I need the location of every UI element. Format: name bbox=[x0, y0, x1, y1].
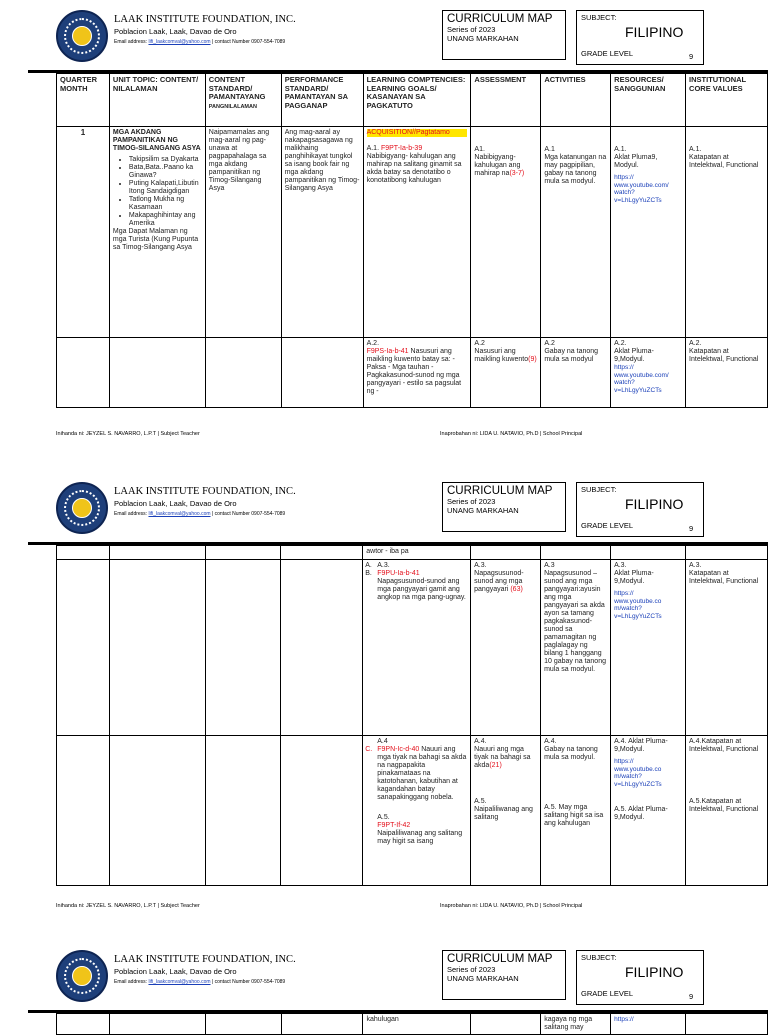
grade-label: GRADE LEVEL bbox=[581, 521, 634, 530]
resource-link[interactable]: https:// bbox=[614, 1016, 634, 1023]
institution-address: Poblacion Laak, Laak, Davao de Oro bbox=[114, 499, 237, 508]
content-standard-cell: Naipamamalas ang mag-aaral ng pag-unawa at pagpapahalaga sa mga akdang pampanitikan ng Timog-Silangang Asya bbox=[205, 127, 281, 338]
institution-name: LAAK INSTITUTE FOUNDATION, INC. bbox=[114, 14, 296, 25]
assessment-cell: A1. Nabibigyang-kahulugan ang mahirap na(3-7) bbox=[471, 127, 541, 338]
contact-line: Email address: lifi_laakcomval@yahoo.com | contact Number 0907-554-7089 bbox=[114, 39, 286, 45]
table-row bbox=[57, 1014, 768, 1035]
list-item: • Makapaghihintay ang Amerika bbox=[129, 212, 202, 228]
grade-label: GRADE LEVEL bbox=[581, 49, 634, 58]
list-item: • Takipsilim sa Dyakarta bbox=[129, 156, 202, 164]
resource-link[interactable]: https:// www.youtube.com/ watch? v=LhLgyYuZCTs bbox=[614, 174, 669, 204]
values-cell: A.3. Katapatan at Intelektwal, Functional bbox=[686, 560, 768, 736]
activities-cell: A.1 Mga katanungan na may pagpipilian, gabay na tanong mula sa modyul. bbox=[541, 127, 611, 338]
values-cell: A.4.Katapatan at Intelektwal, Functional A.5.Katapatan at Intelektwal, Functional bbox=[686, 736, 768, 886]
performance-standard-cell: Ang mag-aaral ay nakapagsasagawa ng malikhaing panghihikayat tungkol sa isang book fair ng mga akdang pampanitikan ng Timog-Silangang Asya bbox=[281, 127, 363, 338]
institution-name: LAAK INSTITUTE FOUNDATION, INC. bbox=[114, 486, 296, 497]
institution-address: Poblacion Laak, Laak, Davao de Oro bbox=[114, 967, 237, 976]
col-topic: UNIT TOPIC: CONTENT/ NILALAMAN bbox=[109, 74, 205, 127]
list-item: • Tatlong Mukha ng Kasamaan bbox=[129, 196, 202, 212]
table-row bbox=[57, 560, 768, 736]
col-content: CONTENT STANDARD/ PAMANTAYANG PANGNILALAMAN bbox=[205, 74, 281, 127]
series-label: Series of 2023 bbox=[447, 497, 496, 506]
topic-list bbox=[113, 156, 202, 228]
competency-cell: ACQUISITION//Pagtatamo A.1. F9PT-Ia-b-39 Nabibigyang- kahulugan ang mahirap na salitang ginamit sa akda batay sa denotatibo o konotatibong kahulugan bbox=[363, 127, 471, 338]
competency-cell: A. B. A.3. F9PU-Ia-b-41 Napagsusunod-sunod ang mga pangyayari gamit ang angkop na mga pang-ugnay. bbox=[363, 560, 471, 736]
activities-cell: A.3 Napagsusunod – sunod ang mga pangyayari:ayusin ang mga pangyayari sa akda ayon sa tamang pagkakasunod-sunod sa pamamagitan ng paglalagay ng bilang 1 hanggang 10 gabay na tanong mula sa modyul. bbox=[541, 560, 611, 736]
subject-value: FILIPINO bbox=[625, 24, 684, 40]
subject-box bbox=[576, 950, 704, 1005]
competency-cell: A.2. F9PS-Ia-b-41 Nasusuri ang maikling kuwento batay sa: - Paksa - Mga tauhan - Pagkakasunod-sunod ng mga pangyayari - estilo sa pagsulat ng - bbox=[363, 338, 471, 408]
quarter-label: UNANG MARKAHAN bbox=[447, 34, 519, 43]
subject-value: FILIPINO bbox=[625, 964, 684, 980]
resources-cell: A.3. Aklat Pluma-9,Modyul. https:// www.youtube.co m/watch? v=LhLgyYuZCTs bbox=[611, 560, 686, 736]
series-label: Series of 2023 bbox=[447, 965, 496, 974]
curriculum-map-box bbox=[442, 950, 566, 1000]
competency-cell: C. A.4 F9PN-Ic-d-40 Nauuri ang mga tiyak na bahagi sa akda na nagpapakita pinakamataas na katotohanan, kabutihan at kagandahan batay sanapakinggang nobela. A.5. F9PT-If-42 Naipaliliwanag ang salitang may higit sa isang bbox=[363, 736, 471, 886]
email-link[interactable]: lifi_laakcomval@yahoo.com bbox=[148, 979, 211, 985]
list-marker: B. bbox=[365, 570, 372, 577]
subject-label: SUBJECT: bbox=[581, 485, 617, 494]
approved-by: Inaprobahan ni: LIDA U. NATAVIO, Ph.D | School Principal bbox=[440, 903, 583, 909]
contact-line: Email address: lifi_laakcomval@yahoo.com | contact Number 0907-554-7089 bbox=[114, 979, 286, 985]
resources-cell: A.2. Aklat Pluma-9,Modyul. https:// www.youtube.com/ watch? v=LhLgyYuZCTs bbox=[611, 338, 686, 408]
email-link[interactable]: lifi_laakcomval@yahoo.com bbox=[148, 511, 211, 517]
subject-label: SUBJECT: bbox=[581, 953, 617, 962]
col-values: INSTITUTIONAL CORE VALUES bbox=[686, 74, 768, 127]
subject-box bbox=[576, 482, 704, 537]
grade-value: 9 bbox=[689, 52, 694, 61]
grade-value: 9 bbox=[689, 992, 694, 1001]
competency-code: F9PS-Ia-b-41 bbox=[366, 348, 409, 355]
table-row bbox=[57, 736, 768, 886]
institution-address: Poblacion Laak, Laak, Davao de Oro bbox=[114, 27, 237, 36]
competency-code: F9PT-If-42 bbox=[377, 822, 411, 829]
list-item: • Puting Kalapati,Libutin Itong Sandaigdigan bbox=[129, 180, 202, 196]
series-label: Series of 2023 bbox=[447, 25, 496, 34]
school-logo bbox=[56, 950, 108, 1002]
resource-link[interactable]: https:// www.youtube.co m/watch? v=LhLgyYuZCTs bbox=[614, 758, 662, 788]
quarter-cell: 1 bbox=[57, 127, 110, 338]
values-cell: A.1. Katapatan at Intelektwal, Functional bbox=[686, 127, 768, 338]
table-row bbox=[57, 546, 768, 560]
curriculum-table bbox=[56, 545, 768, 886]
col-quarter: QUARTER MONTH bbox=[57, 74, 110, 127]
resources-cell: A.1. Aklat Pluma9, Modyul. https:// www.youtube.com/ watch? v=LhLgyYuZCTs bbox=[611, 127, 686, 338]
map-title: CURRICULUM MAP bbox=[447, 13, 553, 25]
school-logo bbox=[56, 482, 108, 534]
col-resources: RESOURCES/ SANGGUNIAN bbox=[611, 74, 686, 127]
acquisition-label: ACQUISITION//Pagtatamo bbox=[367, 129, 468, 137]
col-performance: PERFORMANCE STANDARD/ PAMANTAYAN SA PAGGANAP bbox=[281, 74, 363, 127]
resources-cell bbox=[611, 1014, 686, 1035]
table-row bbox=[57, 127, 768, 338]
col-activities: ACTIVITIES bbox=[541, 74, 611, 127]
values-cell: A.2. Katapatan at Intelektwal, Functional bbox=[686, 338, 768, 408]
curriculum-map-box bbox=[442, 10, 566, 60]
prepared-by: Inihanda ni: JEYZEL S. NAVARRO, L.P.T | Subject Teacher bbox=[56, 431, 200, 437]
competency-cell: kahulugan bbox=[363, 1014, 471, 1035]
map-title: CURRICULUM MAP bbox=[447, 485, 553, 497]
table-row bbox=[57, 338, 768, 408]
list-marker: A. bbox=[365, 562, 372, 569]
list-item: • Bata,Bata..Paano ka Ginawa? bbox=[129, 164, 202, 180]
competency-code: F9PT-Ia-b-39 bbox=[380, 145, 423, 152]
page-3 bbox=[0, 940, 768, 1031]
subject-value: FILIPINO bbox=[625, 496, 684, 512]
competency-code: F9PN-Ic-d-40 bbox=[377, 746, 420, 753]
col-assessment: ASSESSMENT bbox=[471, 74, 541, 127]
competency-cell: awtor - iba pa bbox=[363, 546, 471, 560]
competency-code: F9PU-Ia-b-41 bbox=[377, 570, 420, 577]
curriculum-map-box bbox=[442, 482, 566, 532]
grade-value: 9 bbox=[689, 524, 694, 533]
page-2 bbox=[0, 472, 768, 942]
topic-cell: MGA AKDANG PAMPANITIKAN NG TIMOG-SILANGANG ASYA • Takipsilim sa Dyakarta • Bata,Bata..Paano ka Ginawa? • Puting Kalapati,Libutin Itong Sandaigdigan • Tatlong Mukha ng Kasamaan • Makapaghihintay ang Amerika Mga Dapat Malaman ng mga Turista (Kung Pupunta sa Timog-Silangang Asya bbox=[109, 127, 205, 338]
curriculum-table bbox=[56, 1013, 768, 1035]
assessment-cell: A.4. Nauuri ang mga tiyak na bahagi sa akda(21) A.5. Naipaliliwanag ang salitang bbox=[471, 736, 541, 886]
curriculum-table bbox=[56, 73, 768, 408]
resource-link[interactable]: https:// www.youtube.co m/watch? v=LhLgyYuZCTs bbox=[614, 590, 662, 620]
subject-box bbox=[576, 10, 704, 65]
assessment-cell: A.3. Napagsusunod-sunod ang mga pangyayari (63) bbox=[471, 560, 541, 736]
map-title: CURRICULUM MAP bbox=[447, 953, 553, 965]
resource-link[interactable]: https:// www.youtube.com/ watch? v=LhLgyYuZCTs bbox=[614, 364, 669, 394]
activities-cell: A.4. Gabay na tanong mula sa modyul. A.5. May mga salitang higit sa isa ang kahulugan bbox=[541, 736, 611, 886]
email-link[interactable]: lifi_laakcomval@yahoo.com bbox=[148, 39, 211, 45]
school-logo bbox=[56, 10, 108, 62]
activities-cell: A.2 Gabay na tanong mula sa modyul bbox=[541, 338, 611, 408]
list-marker: C. bbox=[365, 746, 373, 753]
quarter-label: UNANG MARKAHAN bbox=[447, 506, 519, 515]
subject-label: SUBJECT: bbox=[581, 13, 617, 22]
resources-cell: A.4. Aklat Pluma-9,Modyul. https:// www.youtube.co m/watch? v=LhLgyYuZCTs A.5. Aklat Pluma-9,Modyul. bbox=[611, 736, 686, 886]
page-1 bbox=[0, 0, 768, 470]
activities-cell: kagaya ng mga salitang may bbox=[541, 1014, 611, 1035]
table-header-row bbox=[57, 74, 768, 127]
assessment-cell: A.2 Nasusuri ang maikling kuwento(9) bbox=[471, 338, 541, 408]
col-competencies: LEARNING COMPTENCIES: LEARNING GOALS/ KASANAYAN SA PAGKATUTO bbox=[363, 74, 471, 127]
quarter-label: UNANG MARKAHAN bbox=[447, 974, 519, 983]
institution-name: LAAK INSTITUTE FOUNDATION, INC. bbox=[114, 954, 296, 965]
contact-line: Email address: lifi_laakcomval@yahoo.com | contact Number 0907-554-7089 bbox=[114, 511, 286, 517]
grade-label: GRADE LEVEL bbox=[581, 989, 634, 998]
approved-by: Inaprobahan ni: LIDA U. NATAVIO, Ph.D | School Principal bbox=[440, 431, 583, 437]
prepared-by: Inihanda ni: JEYZEL S. NAVARRO, L.P.T | Subject Teacher bbox=[56, 903, 200, 909]
